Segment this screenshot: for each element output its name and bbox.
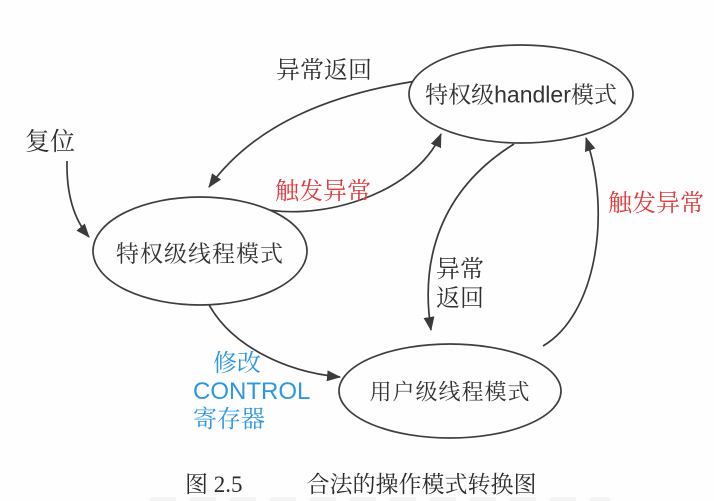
modify-control-line3: 寄存器 xyxy=(193,406,265,433)
exception-return-top-label: 异常返回 xyxy=(276,57,372,84)
cropped-text-artifact xyxy=(150,497,610,501)
modify-control-label xyxy=(193,350,310,434)
trigger-exception-right-label: 触发异常 xyxy=(608,190,704,217)
user-thread-label: 用户级线程模式 xyxy=(369,379,531,405)
modify-control-line1: 修改 xyxy=(213,350,261,377)
trigger-exception-left-label: 触发异常 xyxy=(275,178,371,205)
trigger-exception-right-arrow xyxy=(543,138,598,346)
figure-number: 图 2.5 xyxy=(185,472,243,497)
reset-arrow xyxy=(67,161,89,237)
privileged-handler-label: 特权级handler模式 xyxy=(425,81,617,108)
exception-return-middle-line2: 返回 xyxy=(436,285,484,312)
modify-control-line2: CONTROL xyxy=(193,378,311,405)
privileged-thread-label: 特权级线程模式 xyxy=(116,240,284,267)
figure-title: 合法的操作模式转换图 xyxy=(306,472,537,497)
reset-label: 复位 xyxy=(25,128,76,156)
exception-return-middle-line1: 异常 xyxy=(436,256,484,283)
exception-return-middle-label xyxy=(436,255,484,313)
figure-caption xyxy=(185,466,605,499)
